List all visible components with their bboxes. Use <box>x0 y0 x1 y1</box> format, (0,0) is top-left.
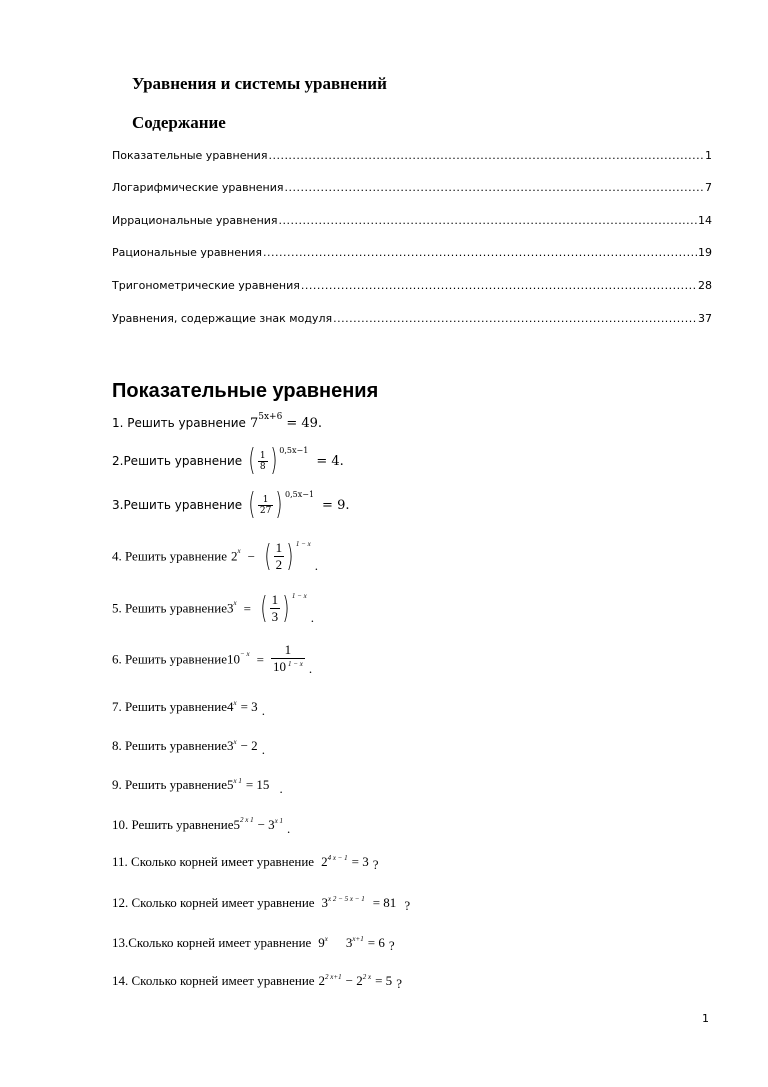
equation-end: ? <box>396 976 402 991</box>
toc-item-label: Рациональные уравнения <box>112 246 262 259</box>
equation-exponent-outer: 1 − x <box>295 540 311 549</box>
equation-exponent: 5x+6 <box>258 412 283 422</box>
toc-item-label: Иррациональные уравнения <box>112 214 278 227</box>
problem-prefix: 3.Решить уравнение <box>112 498 243 512</box>
problem-prefix: 6. Решить уравнение <box>112 651 227 667</box>
equation-exponent: 2 x+1 <box>325 973 342 981</box>
equation-exponent-outer: 1 − x <box>291 592 307 601</box>
equation-rhs: = 4. <box>316 453 344 469</box>
fraction-numerator: 1 <box>259 450 266 461</box>
equation-base: 5 <box>233 817 240 832</box>
fraction-denominator-base: 10 <box>273 659 286 674</box>
equation-exponent: x <box>324 935 328 943</box>
problem-10 <box>112 816 290 834</box>
toc-leader <box>333 312 697 325</box>
toc-leader <box>268 149 704 162</box>
fraction-denominator: 8 <box>259 461 266 472</box>
equation-base: 2 <box>321 854 328 869</box>
toc-item-label: Уравнения, содержащие знак модуля <box>112 312 333 325</box>
equation-end: . <box>310 610 314 626</box>
equation-base: 3 <box>321 895 329 910</box>
toc-item[interactable] <box>112 181 712 199</box>
equation-exponent: x <box>233 598 237 607</box>
equation-end: . <box>261 742 265 757</box>
toc-item-page: 14 <box>698 214 712 227</box>
right-paren: ) <box>275 487 283 522</box>
equation-exponent: x <box>237 546 241 555</box>
equation-end: . <box>287 821 291 836</box>
fraction-numerator: 1 <box>258 495 273 506</box>
equation-end: . <box>308 661 313 677</box>
equation-base: 4 <box>226 699 234 714</box>
toc-item-page: 1 <box>705 149 712 162</box>
equation-exponent-2: x 1 <box>274 817 284 825</box>
equation-operator: = <box>256 651 264 667</box>
problem-2 <box>112 443 344 478</box>
equation-exponent: 0,5x−1 <box>279 445 309 455</box>
equation-base: 2 <box>230 548 238 564</box>
equation-base: 7 <box>249 416 259 431</box>
fraction <box>270 592 281 625</box>
fraction-numerator: 1 <box>271 642 305 659</box>
equation-exponent: − x <box>239 649 250 658</box>
fraction-denominator: 27 <box>259 505 272 516</box>
equation-end: . <box>279 781 283 796</box>
problem-13 <box>112 934 395 952</box>
equation-rhs: = 81 <box>372 895 397 910</box>
fraction <box>274 540 285 573</box>
toc-item[interactable] <box>112 312 712 330</box>
equation-rhs: = 49. <box>286 416 323 431</box>
equation-operator: − <box>247 548 255 564</box>
equation-exponent: 4 x − 1 <box>327 854 348 862</box>
toc-leader <box>285 181 704 194</box>
left-paren: ( <box>248 443 256 478</box>
equation-base: 3 <box>226 738 234 753</box>
problem-14 <box>112 972 402 990</box>
problem-prefix: 2.Решить уравнение <box>112 454 243 468</box>
toc-item-page: 7 <box>705 181 712 194</box>
problem-prefix: 8. Решить уравнение <box>112 738 227 753</box>
equation-rhs: − 3 <box>257 817 275 832</box>
equation-end: ? <box>388 938 395 953</box>
toc-item[interactable] <box>112 279 712 297</box>
problem-6 <box>112 642 312 677</box>
problem-prefix: 9. Решить уравнение <box>112 777 227 792</box>
toc-item-label: Логарифмические уравнения <box>112 181 284 194</box>
equation-operator: − 2 <box>345 973 363 988</box>
problem-prefix: 1. Решить уравнение <box>112 416 246 430</box>
problem-5 <box>112 592 314 625</box>
equation-rhs: = 15 <box>245 777 270 792</box>
equation-exponent: 2 x 1 <box>239 816 254 824</box>
problem-9 <box>112 776 283 794</box>
problem-prefix: 5. Решить уравнение <box>112 600 227 616</box>
problem-prefix: 11. Сколько корней имеет уравнение <box>112 854 315 869</box>
equation-end: . <box>261 703 265 718</box>
fraction-denominator: 2 <box>275 557 283 572</box>
equation-exponent: 0,5x−1 <box>285 489 315 499</box>
equation-base: 2 <box>318 973 326 988</box>
equation-base: 10 <box>226 651 240 667</box>
equation-end: . <box>314 558 318 574</box>
problem-prefix: 10. Решить уравнение <box>112 817 234 832</box>
document-title: Уравнения и системы уравнений <box>132 74 387 93</box>
problem-8 <box>112 737 265 755</box>
equation-exponent-2: 2 x <box>362 973 372 981</box>
problem-1 <box>112 414 322 432</box>
equation-end: ? <box>372 857 379 872</box>
equation-exponent: x <box>233 699 237 707</box>
equation-rhs: = 5 <box>375 973 393 988</box>
toc-item-label: Показательные уравнения <box>112 149 268 162</box>
fraction <box>258 451 268 472</box>
toc-item-page: 19 <box>698 246 712 259</box>
problem-11 <box>112 853 379 871</box>
toc-item-label: Тригонометрические уравнения <box>112 279 300 292</box>
fraction-denominator-exponent: 1 − x <box>288 660 303 668</box>
equation-end: ? <box>404 898 411 913</box>
problem-prefix: 12. Сколько корней имеет уравнение <box>112 895 315 910</box>
fraction-numerator: 1 <box>271 592 279 607</box>
equation-rhs: − 2 <box>240 738 258 753</box>
problem-prefix: 7. Решить уравнение <box>112 699 227 714</box>
toc-item[interactable] <box>112 246 712 264</box>
problem-3 <box>112 487 350 522</box>
equation-base: 3 <box>226 600 234 616</box>
contents-heading: Содержание <box>132 113 226 132</box>
equation-rhs: = 6 <box>367 935 385 950</box>
equation-exponent: x 2 − 5 x − 1 <box>328 895 365 903</box>
problem-12 <box>112 894 410 912</box>
equation-base: 9 <box>318 935 325 950</box>
fraction <box>271 642 305 677</box>
problem-prefix: 13.Сколько корней имеет уравнение <box>112 935 312 950</box>
toc-leader <box>263 246 697 259</box>
problem-prefix: 4. Решить уравнение <box>112 548 227 564</box>
problem-prefix: 14. Сколько корней имеет уравнение <box>112 973 315 988</box>
equation-exponent: x 1 <box>233 777 242 785</box>
toc-item-page: 28 <box>698 279 712 292</box>
fraction <box>258 495 273 516</box>
equation-rhs: = 3 <box>240 699 258 714</box>
section-title: Показательные уравнения <box>112 380 379 402</box>
right-paren: ) <box>282 590 290 626</box>
toc-leader <box>279 214 697 227</box>
toc-item[interactable] <box>112 149 712 167</box>
equation-rhs: = 9. <box>322 497 350 513</box>
equation-rhs: = 3 <box>351 854 369 869</box>
equation-base: 5 <box>226 777 234 792</box>
right-paren: ) <box>286 538 294 574</box>
fraction-numerator: 1 <box>275 540 283 555</box>
toc-leader <box>301 279 697 292</box>
fraction-denominator: 3 <box>271 609 279 624</box>
left-paren: ( <box>260 590 268 626</box>
equation-exponent-2: x+1 <box>352 935 364 943</box>
left-paren: ( <box>264 538 272 574</box>
equation-operator: = <box>243 600 251 616</box>
page-number: 1 <box>702 1012 709 1025</box>
equation-base-2: 3 <box>345 935 353 950</box>
toc-item-page: 37 <box>698 312 712 325</box>
problem-7 <box>112 698 265 716</box>
left-paren: ( <box>248 487 256 522</box>
fraction-denominator <box>271 659 305 677</box>
equation-exponent: x <box>233 738 237 746</box>
right-paren: ) <box>269 443 277 478</box>
toc-item[interactable] <box>112 214 712 232</box>
problem-4 <box>112 540 318 573</box>
